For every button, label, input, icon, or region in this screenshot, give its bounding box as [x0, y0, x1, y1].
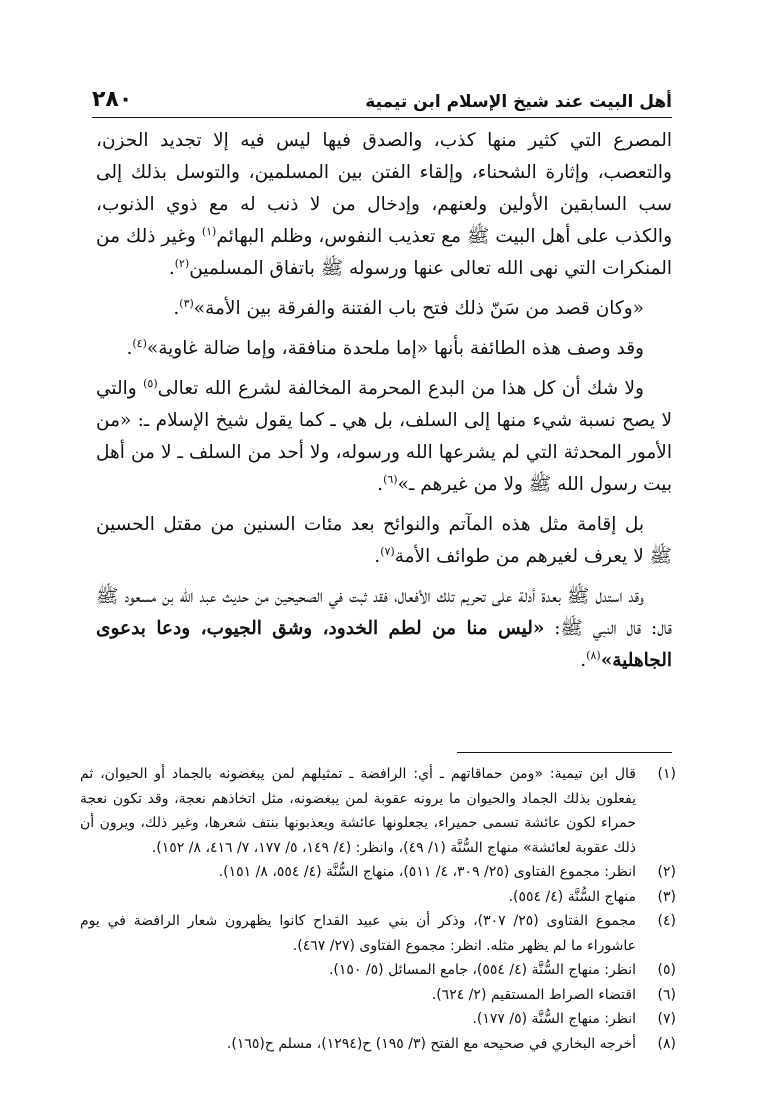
paragraph-3: وقد وصف هذه الطائفة بأنها «إما ملحدة منافقة، وإما ضالة غاوية»$^{(٤)}$. — [126, 336, 644, 359]
footnote-ref-3: (٣) — [179, 296, 194, 310]
page-header — [92, 82, 672, 112]
footnote-ref-4: (٤) — [132, 336, 147, 350]
footnotes — [80, 762, 676, 1056]
paragraph-2: «وكان قصد من سَنّ ذلك فتح باب الفتنة والفرقة بين الأمة»$^{(٣)}$. — [173, 296, 644, 319]
running-title: أهل البيت عند شيخ الإسلام ابن تيمية — [365, 92, 672, 112]
page-number: ٢٨٠ — [92, 87, 133, 112]
paragraph-5: بل إقامة مثل هذه المآتم والنوائح بعد مئات السنين من مقتل الحسين ﷺ لا يعرف لغيرهم من طوائف الأمة$^{(٧)}$. — [96, 514, 672, 567]
paragraph-4: ولا شك أن كل هذا من البدع المحرمة المخالفة لشرع الله تعالى$^{(٥)}$ والتي لا يصح نسبة شيء منها إلى السلف، بل هي ـ كما يقول شيخ الإسلام ـ: «من الأمور المحدثة التي لم يشرعها الله ورسوله، ولا أحد من السلف ـ لا من أهل بيت رسول الله ﷺ ولا من غيرهم ـ»$^{(٦)}$. — [96, 376, 672, 495]
header-rule — [92, 117, 672, 118]
footnote-2: (٢) انظر: مجموع الفتاوى (٢٥/ ٣٠٩، ٤/ ٥١١)، منهاج السُّنَّة (٤/ ٥٥٤، ٨/ ١٥١). — [218, 864, 676, 880]
footnote-ref-6: (٦) — [383, 472, 398, 486]
footnote-8: (٨) أخرجه البخاري في صحيحه مع الفتح (٣/ ١٩٥) ح(١٢٩٤)، مسلم ح(١٦٥). — [226, 1035, 676, 1052]
footnote-ref-8: (٨) — [586, 648, 601, 662]
footnote-ref-2: (٢) — [174, 256, 190, 270]
footnote-ref-7: (٧) — [380, 544, 395, 558]
footnote-6: (٦) اقتضاء الصراط المستقيم (٢/ ٦٢٤). — [431, 986, 676, 1003]
footnote-7: (٧) انظر: منهاج السُّنَّة (٥/ ١٧٧). — [472, 1011, 676, 1027]
hadith-quote: «ليس منا من لطم الخدود، وشق الجيوب، ودعا بدعوى الجاهلية» — [96, 618, 672, 671]
footnote-separator — [457, 752, 672, 753]
footnote-3: (٣) منهاج السُّنَّة (٤/ ٥٥٤). — [508, 888, 676, 905]
footnote-1: (١) قال ابن تيمية: «ومن حماقاتهم ـ أي: الرافضة ـ تمثيلهم لمن يبغضونه بالجماد أو الحيوان، ثم يفعلون بذلك الجماد والحيوان ما يرونه عقوبة لمن يبغضونه، مثل اتخاذهم نعجة، وقد تكون نعجة حمراء لكون عائشة تسمى حميراء، يجعلونها عائشة ويعذبونها بنتف شعرها، وغير ذلك، ويرون أن ذلك عقوبة لعائشة» منهاج السُّنَّة (١/ ٤٩)، وانظر: (٤/ ١٤٩، ٥/ ١٧٧، ٧/ ٤١٦، ٨/ ١٥٢). — [80, 766, 676, 856]
footnote-4: (٤) مجموع الفتاوى (٢٥/ ٣٠٧)، وذكر أن بني عبيد القداح كانوا يظهرون شعار الرافضة في يوم عاشوراء ما لم يظهر مثله. انظر: مجموع الفتاوى (٢٧/ ٤٦٧). — [80, 913, 676, 954]
footnote-5: (٥) انظر: منهاج السُّنَّة (٤/ ٥٥٤)، جامع المسائل (٥/ ١٥٠). — [328, 962, 676, 978]
main-text — [96, 125, 672, 677]
paragraph-1: المصرع التي كثير منها كذب، والصدق فيها ليس فيه إلا تجديد الحزن، والتعصب، وإثارة الشحناء، وإلقاء الفتن بين المسلمين، والتوسل بذلك إلى سب السابقين الأولين ولعنهم، وإدخال من لا ذنب له مع ذوي الذنوب، والكذب على أهل البيت ﷺ مع تعذيب النفوس، وظلم البهائم$^{(١)}$ وغير ذلك من المنكرات التي نهى الله تعالى عنها ورسوله ﷺ باتفاق المسلمين$^{(٢)}$. — [96, 130, 673, 279]
footnote-ref-5: (٥) — [143, 376, 158, 390]
paragraph-6: وقد استدل ﷺ بعدة أدلة على تحريم تلك الأفعال، فقد ثبت في الصحيحين من حديث عبد الله بن مسعود ﷺ قال: قال النبي ﷺ: «ليس منا من لطم الخدود، وشق الجيوب، ودعا بدعوى الجاهلية»$^{(٨)}$. — [96, 586, 672, 671]
footnote-ref-1: (١) — [201, 224, 217, 238]
